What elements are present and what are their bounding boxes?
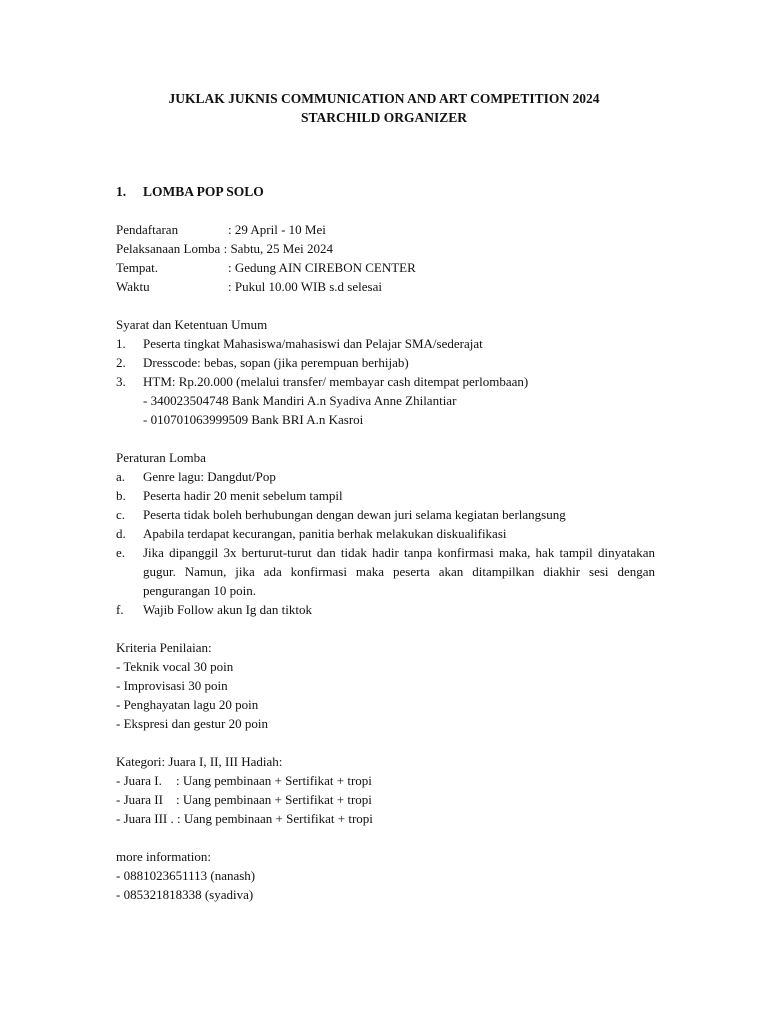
list-marker: 1. [116,336,126,351]
prize-rank: - Juara II [116,792,163,807]
list-item: Peserta hadir 20 menit sebelum tampil [143,488,343,503]
section-title: LOMBA POP SOLO [143,184,264,199]
list-marker: f. [116,602,124,617]
contact-item: - 085321818338 (syadiva) [116,887,254,902]
list-marker: d. [116,526,126,541]
list-item: Jika dipanggil 3x berturut-turut dan tidak hadir tanpa konfirmasi maka, hak tampil dinyatakan gugur. Namun, jika ada konfirmasi maka peserta akan ditampilkan diakhir sesi dengan pengurangan 10 poin. [143,545,655,598]
prize-rank: - Juara I. [116,773,162,788]
kriteria-item: - Teknik vocal 30 poin [116,659,234,674]
list-marker: b. [116,488,126,503]
schedule-row [116,259,416,276]
info-heading: more information: [116,849,211,864]
syarat-heading: Syarat dan Ketentuan Umum [116,317,268,332]
schedule-row [116,278,382,295]
schedule-row [116,221,326,238]
title-line-1: JUKLAK JUKNIS COMMUNICATION AND ART COMPETITION 2024 [168,91,600,106]
kriteria-heading: Kriteria Penilaian: [116,640,212,655]
schedule-label: Tempat. [116,260,159,275]
kategori-heading: Kategori: Juara I, II, III Hadiah: [116,754,283,769]
schedule-label: Pendaftaran [116,222,179,237]
kategori-row [116,810,373,827]
list-item: Wajib Follow akun Ig dan tiktok [143,602,313,617]
title-line-2: STARCHILD ORGANIZER [301,110,467,125]
list-marker: 3. [116,374,126,389]
schedule-value: : Sabtu, 25 Mei 2024 [223,241,333,256]
list-marker: a. [116,469,126,484]
list-marker: e. [116,545,126,560]
kriteria-item: - Improvisasi 30 poin [116,678,228,693]
schedule-value: : Gedung AIN CIREBON CENTER [228,260,416,275]
list-item: Dresscode: bebas, sopan (jika perempuan berhijab) [143,355,409,370]
prize-desc: : Uang pembinaan + Sertifikat + tropi [176,773,372,788]
bank-account: - 010701063999509 Bank BRI A.n Kasroi [143,412,364,427]
schedule-label: Waktu [116,279,150,294]
list-item: Peserta tingkat Mahasiswa/mahasiswi dan Pelajar SMA/sederajat [143,336,483,351]
schedule-value: : 29 April - 10 Mei [228,222,326,237]
kategori-row [116,772,372,789]
prize-desc: : Uang pembinaan + Sertifikat + tropi [177,811,373,826]
section-number: 1. [116,184,127,199]
kriteria-item: - Penghayatan lagu 20 poin [116,697,259,712]
list-marker: 2. [116,355,126,370]
schedule-row [116,240,333,257]
list-item: HTM: Rp.20.000 (melalui transfer/ membayar cash ditempat perlombaan) [143,374,529,389]
list-item: Peserta tidak boleh berhubungan dengan dewan juri selama kegiatan berlangsung [143,507,566,522]
kategori-row [116,791,372,808]
kriteria-item: - Ekspresi dan gestur 20 poin [116,716,269,731]
list-item: Apabila terdapat kecurangan, panitia berhak melakukan diskualifikasi [143,526,507,541]
contact-item: - 0881023651113 (nanash) [116,868,256,883]
bank-account: - 340023504748 Bank Mandiri A.n Syadiva Anne Zhilantiar [143,393,457,408]
list-item: Genre lagu: Dangdut/Pop [143,469,276,484]
list-marker: c. [116,507,126,522]
schedule-value: : Pukul 10.00 WIB s.d selesai [228,279,382,294]
peraturan-heading: Peraturan Lomba [116,450,206,465]
document-title [0,89,768,127]
prize-rank: - Juara III . [116,811,174,826]
prize-desc: : Uang pembinaan + Sertifikat + tropi [176,792,372,807]
schedule-label: Pelaksanaan Lomba [116,241,221,256]
